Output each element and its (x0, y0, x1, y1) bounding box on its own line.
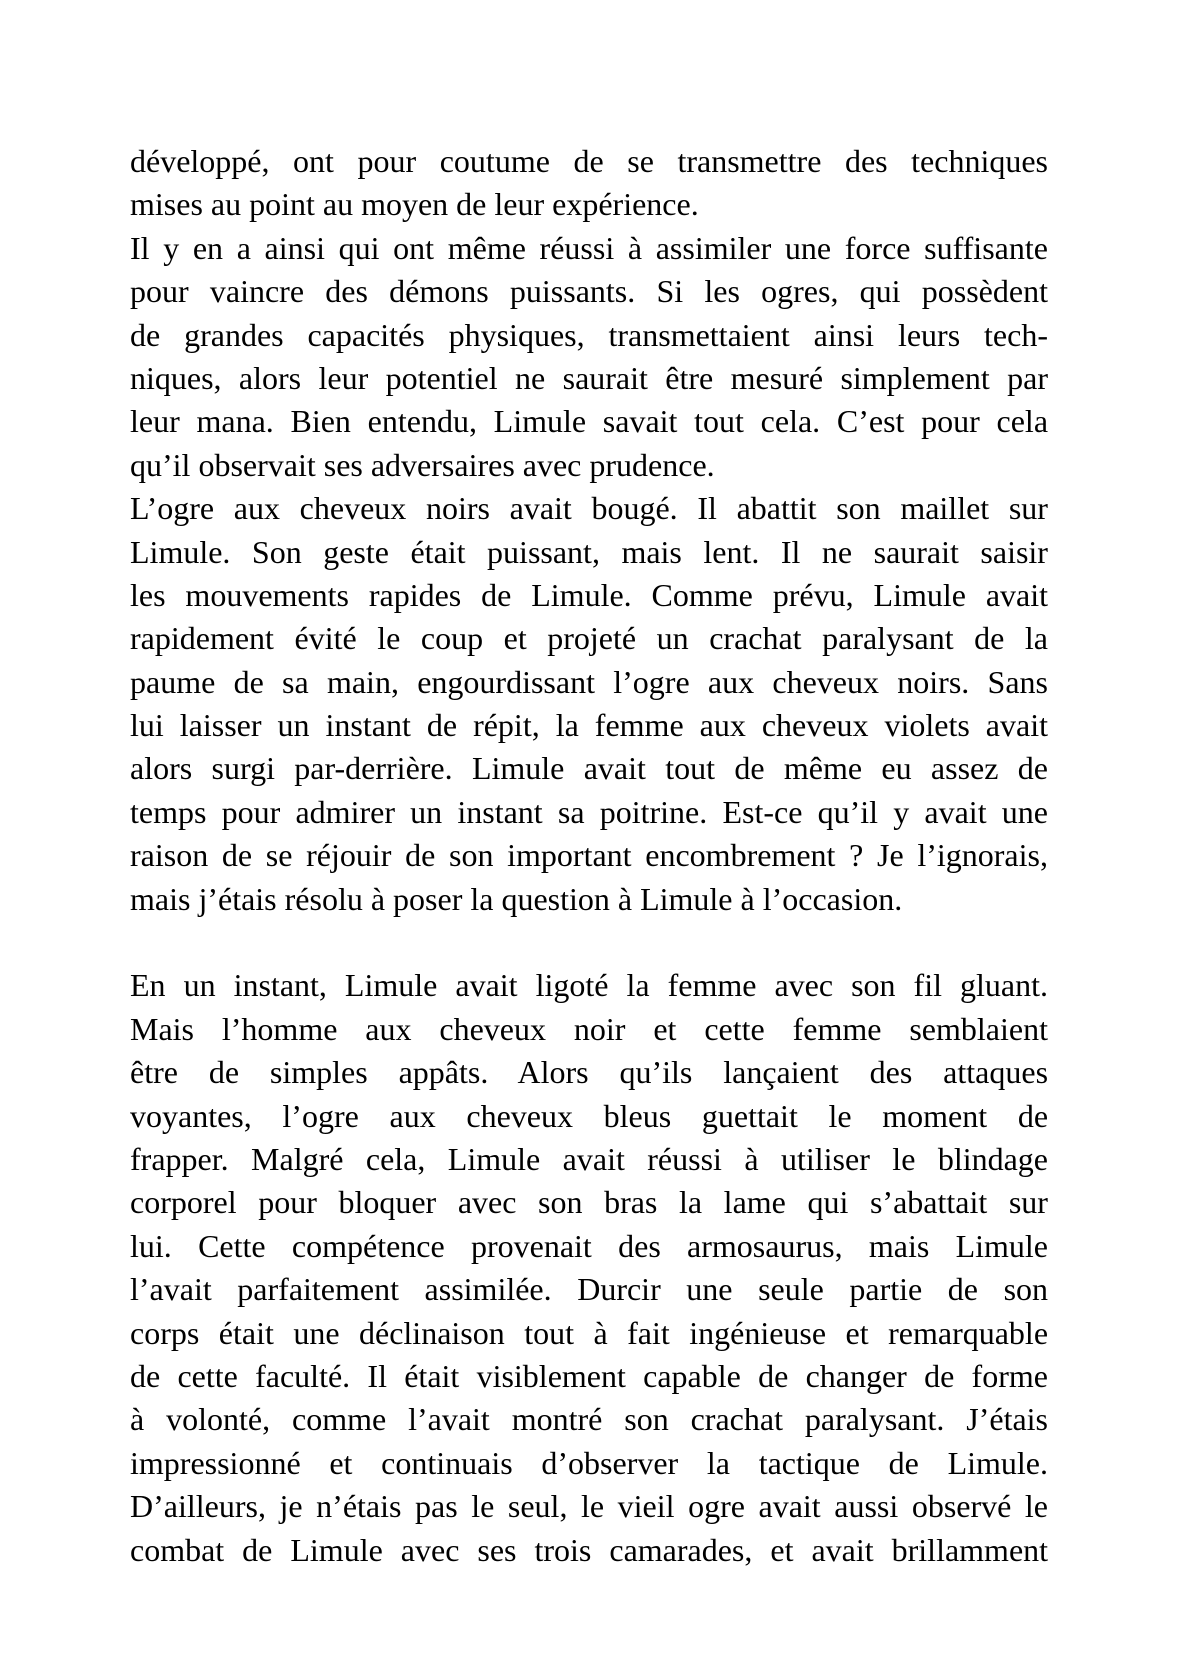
text-line-content: temps pour admirer un instant sa poitrine. Est-ce qu’il y avait une (130, 793, 1048, 830)
text-line-content: mais j’étais résolu à poser la question à Limule à l’occasion. (130, 880, 903, 917)
text-line (130, 140, 1048, 183)
text-line-content: Mais l’homme aux cheveux noir et cette femme semblaient (130, 1010, 1048, 1047)
text-line-content: de cette faculté. Il était visiblement capable de changer de forme (130, 1357, 1048, 1394)
text-line (130, 1268, 1048, 1311)
text-line-content: corporel pour bloquer avec son bras la lame qui s’abattait sur (130, 1184, 1048, 1221)
text-line (130, 1355, 1048, 1398)
text-line (130, 1442, 1048, 1485)
text-line-content: à volonté, comme l’avait montré son crachat paralysant. J’étais (130, 1401, 1049, 1438)
text-line (130, 964, 1048, 1007)
text-line (130, 1225, 1048, 1268)
text-line-content: lui. Cette compétence provenait des armosaurus, mais Limule (130, 1227, 1049, 1264)
text-line-content: Limule. Son geste était puissant, mais lent. Il ne saurait saisir (130, 533, 1048, 570)
text-line-content: alors surgi par-derrière. Limule avait tout de même eu assez de (130, 750, 1048, 787)
text-line (130, 1398, 1048, 1441)
text-line (130, 270, 1048, 313)
text-line-content: être de simples appâts. Alors qu’ils lançaient des attaques (130, 1054, 1049, 1091)
text-line (130, 661, 1048, 704)
text-line-content: de grandes capacités physiques, transmettaient ainsi leurs tech- (130, 316, 1048, 353)
text-line-content: L’ogre aux cheveux noirs avait bougé. Il abattit son maillet sur (130, 490, 1048, 527)
text-line-content: voyantes, l’ogre aux cheveux bleus guettait le moment de (130, 1097, 1049, 1134)
paragraph (130, 487, 1048, 921)
text-line-content: niques, alors leur potentiel ne saurait être mesuré simplement par (130, 359, 1049, 396)
text-line-content: leur mana. Bien entendu, Limule savait tout cela. C’est pour cela (130, 403, 1049, 440)
text-line-content: corps était une déclinaison tout à fait ingénieuse et remarquable (130, 1314, 1049, 1351)
text-line (130, 1008, 1048, 1051)
text-line-content: l’avait parfaitement assimilée. Durcir une seule partie de son (130, 1271, 1049, 1308)
text-line-content: combat de Limule avec ses trois camarades, et avait brillamment (130, 1531, 1049, 1568)
text-line (130, 400, 1048, 443)
text-line-content: En un instant, Limule avait ligoté la femme avec son fil gluant. (130, 967, 1049, 1004)
text-line-content: raison de se réjouir de son important encombrement ? Je l’ignorais, (130, 837, 1048, 874)
text-line (130, 1095, 1048, 1138)
text-line-content: pour vaincre des démons puissants. Si les ogres, qui possèdent (130, 273, 1048, 310)
text-line-content: rapidement évité le coup et projeté un crachat paralysant de la (130, 620, 1049, 657)
text-line (130, 1485, 1048, 1528)
text-line-content: impressionné et continuais d’observer la tactique de Limule. (130, 1444, 1048, 1481)
text-line-content: D’ailleurs, je n’étais pas le seul, le vieil ogre avait aussi observé le (130, 1488, 1048, 1525)
text-line-content: les mouvements rapides de Limule. Comme prévu, Limule avait (130, 576, 1049, 613)
text-line (130, 834, 1048, 877)
text-line (130, 1312, 1048, 1355)
text-line (130, 487, 1048, 530)
text-line-content: développé, ont pour coutume de se transmettre des techniques (130, 143, 1049, 179)
text-line (130, 183, 1048, 226)
text-line (130, 444, 1048, 487)
text-line (130, 1181, 1048, 1224)
text-line-content: Il y en a ainsi qui ont même réussi à assimiler une force suffisante (130, 229, 1048, 266)
text-line-content: mises au point au moyen de leur expérience. (130, 186, 699, 223)
paragraph (130, 227, 1048, 487)
text-line (130, 791, 1048, 834)
text-line (130, 878, 1048, 921)
text-line (130, 357, 1048, 400)
text-line (130, 747, 1048, 790)
paragraph (130, 964, 1048, 1571)
text-line (130, 617, 1048, 660)
text-line (130, 227, 1048, 270)
text-line-content: paume de sa main, engourdissant l’ogre aux cheveux noirs. Sans (130, 663, 1048, 700)
text-line (130, 314, 1048, 357)
text-block (130, 140, 1048, 1572)
text-line-content: qu’il observait ses adversaires avec prudence. (130, 446, 715, 483)
text-line (130, 1138, 1048, 1181)
text-line (130, 704, 1048, 747)
text-line (130, 531, 1048, 574)
paragraph (130, 140, 1048, 227)
text-line-content: lui laisser un instant de répit, la femme aux cheveux violets avait (130, 707, 1048, 744)
text-line (130, 1529, 1048, 1572)
text-line (130, 1051, 1048, 1094)
text-line-content: frapper. Malgré cela, Limule avait réussi à utiliser le blindage (130, 1140, 1049, 1177)
text-line (130, 574, 1048, 617)
